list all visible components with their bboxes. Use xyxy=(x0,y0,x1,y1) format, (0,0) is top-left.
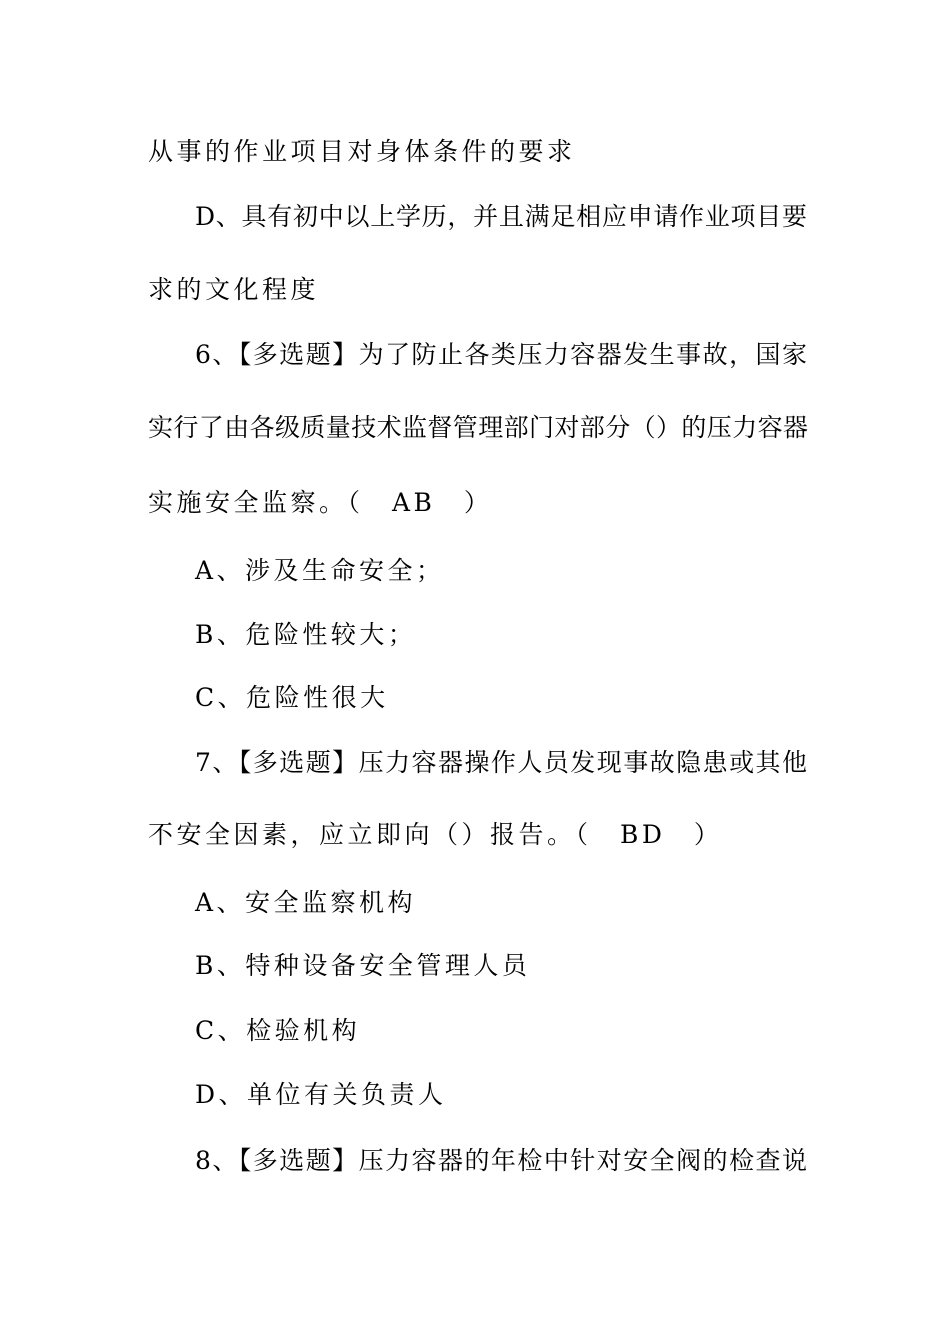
question-7-line-1: 7、【多选题】压力容器操作人员发现事故隐患或其他 xyxy=(195,748,807,777)
question-6-option-a: A、涉及生命安全； xyxy=(195,556,445,585)
question-6-line-2: 实行了由各级质量技术监督管理部门对部分（）的压力容器 xyxy=(148,413,808,442)
question-8-line-1: 8、【多选题】压力容器的年检中针对安全阀的检查说 xyxy=(195,1146,807,1175)
option-d-line-1: D、具有初中以上学历，并且满足相应申请作业项目要 xyxy=(195,202,807,231)
question-6-option-b: B、危险性较大； xyxy=(195,620,417,649)
question-6-line-3: 实施安全监察。（ AB ） xyxy=(148,488,493,517)
option-d-line-2: 求的文化程度 xyxy=(148,275,320,304)
text-line-continuation: 从事的作业项目对身体条件的要求 xyxy=(148,137,576,166)
question-7-option-a: A、安全监察机构 xyxy=(195,888,417,917)
question-7-option-b: B、特种设备安全管理人员 xyxy=(195,951,531,980)
question-7-option-c: C、检验机构 xyxy=(195,1016,361,1045)
question-6-line-1: 6、【多选题】为了防止各类压力容器发生事故，国家 xyxy=(195,340,807,369)
question-7-option-d: D、单位有关负责人 xyxy=(195,1080,447,1109)
question-7-line-2: 不安全因素，应立即向（）报告。（ BD ） xyxy=(148,820,723,849)
question-6-option-c: C、危险性很大 xyxy=(195,683,389,712)
